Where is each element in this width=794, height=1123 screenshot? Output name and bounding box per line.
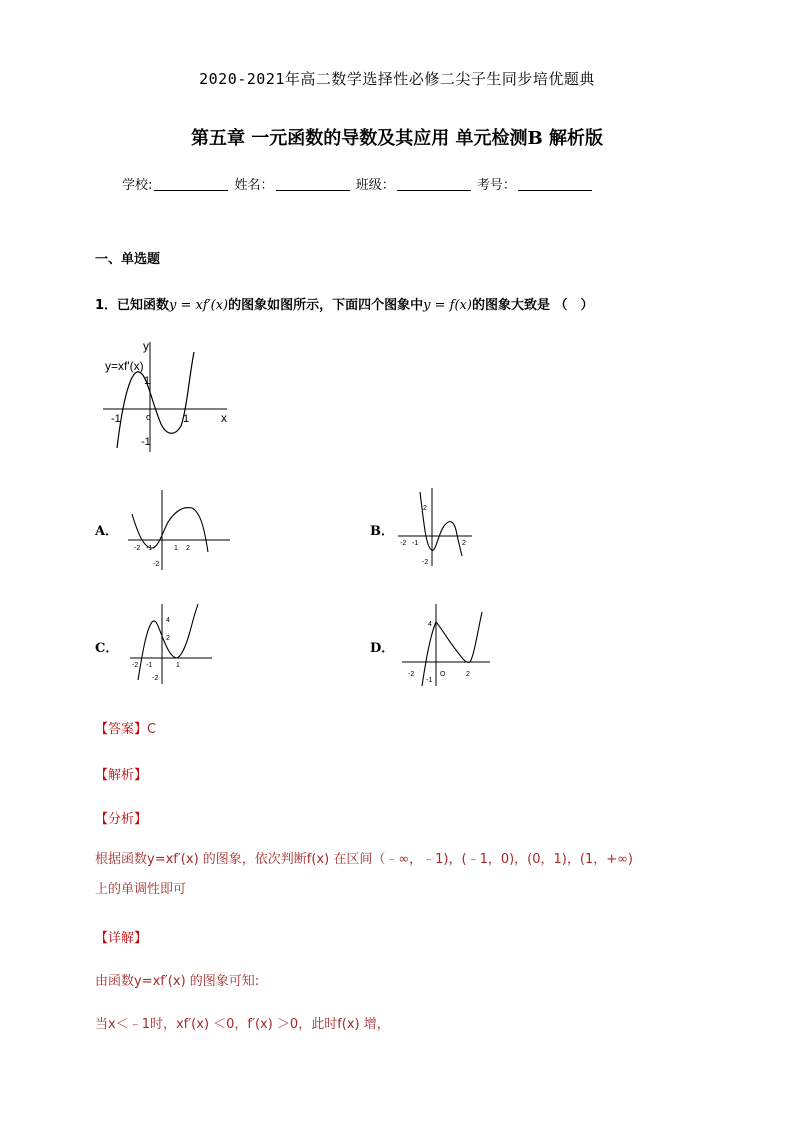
- option-b-tick-5: -2: [422, 559, 429, 566]
- option-d-tick-3: -1: [426, 677, 433, 684]
- school-label: 学校:: [122, 178, 153, 193]
- question-prefix: 1．已知函数: [95, 298, 170, 313]
- main-tick-2: -1: [111, 413, 121, 425]
- analysis-tag-text: 【解析】: [95, 768, 148, 783]
- main-graph-label: y=xf'(x): [105, 359, 144, 373]
- option-a-tick-1: -2: [134, 545, 141, 552]
- option-d-tick-4: O: [440, 671, 446, 678]
- class-blank[interactable]: [397, 178, 471, 191]
- option-a-tick-4: 2: [186, 545, 190, 552]
- question-expr-1: y = xf′(x): [169, 298, 229, 313]
- option-c-tick-6: -2: [152, 675, 159, 682]
- detail-tag-text: 【详解】: [95, 931, 148, 946]
- question-expr-2: y = f(x): [423, 298, 472, 313]
- option-d-tick-2: -2: [408, 671, 415, 678]
- fenxi-tag: [95, 808, 147, 827]
- option-d-label[interactable]: D．: [370, 641, 395, 656]
- option-b-label[interactable]: B．: [370, 524, 394, 539]
- main-y-label: y: [143, 339, 149, 353]
- option-b-curve: [420, 492, 462, 556]
- option-a-tick-3: 1: [174, 545, 178, 552]
- main-tick-5: -1: [141, 436, 151, 448]
- answer-value: C: [147, 722, 157, 737]
- question-mid: 的图象如图所示，下面四个图象中: [228, 298, 424, 313]
- analysis-tag: [95, 764, 147, 783]
- page-title: 第五章 一元函数的导数及其应用 单元检测B 解析版: [190, 128, 603, 149]
- option-a-curve: [132, 508, 208, 552]
- main-x-label: x: [221, 411, 227, 425]
- document-header: 2020-2021年高二数学选择性必修二尖子生同步培优题典: [199, 70, 595, 88]
- school-blank[interactable]: [154, 178, 228, 191]
- option-c-label[interactable]: C．: [95, 641, 119, 656]
- option-c-tick-4: -1: [146, 662, 153, 669]
- option-a-label[interactable]: A．: [95, 524, 119, 539]
- option-c-tick-2: 2: [166, 635, 170, 642]
- option-d-tick-1: 4: [428, 621, 432, 628]
- detail-tag: [95, 927, 147, 946]
- option-c-tick-5: 1: [176, 662, 180, 669]
- class-label: 班级：: [355, 178, 395, 193]
- main-graph: [95, 338, 245, 456]
- main-tick-4: 1: [183, 413, 190, 425]
- option-a-graph[interactable]: [122, 486, 234, 572]
- detail-text-1: 由函数y=xf′(x) 的图象可知:: [95, 974, 260, 989]
- option-d-tick-5: 2: [466, 671, 470, 678]
- student-info-line: [122, 174, 594, 193]
- main-tick-1: 1: [144, 375, 151, 387]
- detail-text-2: 当x＜﹣1时，xf′(x) ＜0，f′(x) ＞0，此时f(x) 增，: [95, 1017, 390, 1032]
- fenxi-tag-text: 【分析】: [95, 812, 148, 827]
- option-a-tick-2: -1: [146, 545, 153, 552]
- option-b-tick-2: -2: [400, 540, 407, 547]
- question-1: [95, 294, 593, 313]
- option-b-tick-1: 2: [423, 505, 427, 512]
- fenxi-text-2: 上的单调性即可: [95, 882, 187, 897]
- option-b-tick-3: -1: [412, 540, 419, 547]
- name-blank[interactable]: [276, 178, 350, 191]
- answer-tag: 【答案】: [95, 722, 148, 737]
- answer-line: [95, 718, 156, 737]
- option-c-tick-1: 4: [166, 617, 170, 624]
- option-a-tick-5: -2: [153, 561, 160, 568]
- option-b-tick-4: 2: [462, 540, 466, 547]
- question-suffix: 的图象大致是 （ ）: [471, 298, 594, 313]
- main-tick-3: o: [146, 412, 152, 422]
- fenxi-text-1: 根据函数y=xf′(x) 的图象，依次判断f(x) 在区间（﹣∞，﹣1)，(﹣1，0)，(0，1)，(1，+∞): [95, 852, 634, 867]
- option-c-graph[interactable]: [126, 600, 216, 686]
- exam-no-label: 考号：: [476, 178, 516, 193]
- exam-no-blank[interactable]: [518, 178, 592, 191]
- section-heading: 一、单选题: [95, 252, 161, 267]
- option-c-tick-3: -2: [132, 662, 139, 669]
- name-label: 姓名：: [234, 178, 274, 193]
- option-b-graph[interactable]: [394, 484, 476, 570]
- option-d-graph[interactable]: [400, 600, 492, 688]
